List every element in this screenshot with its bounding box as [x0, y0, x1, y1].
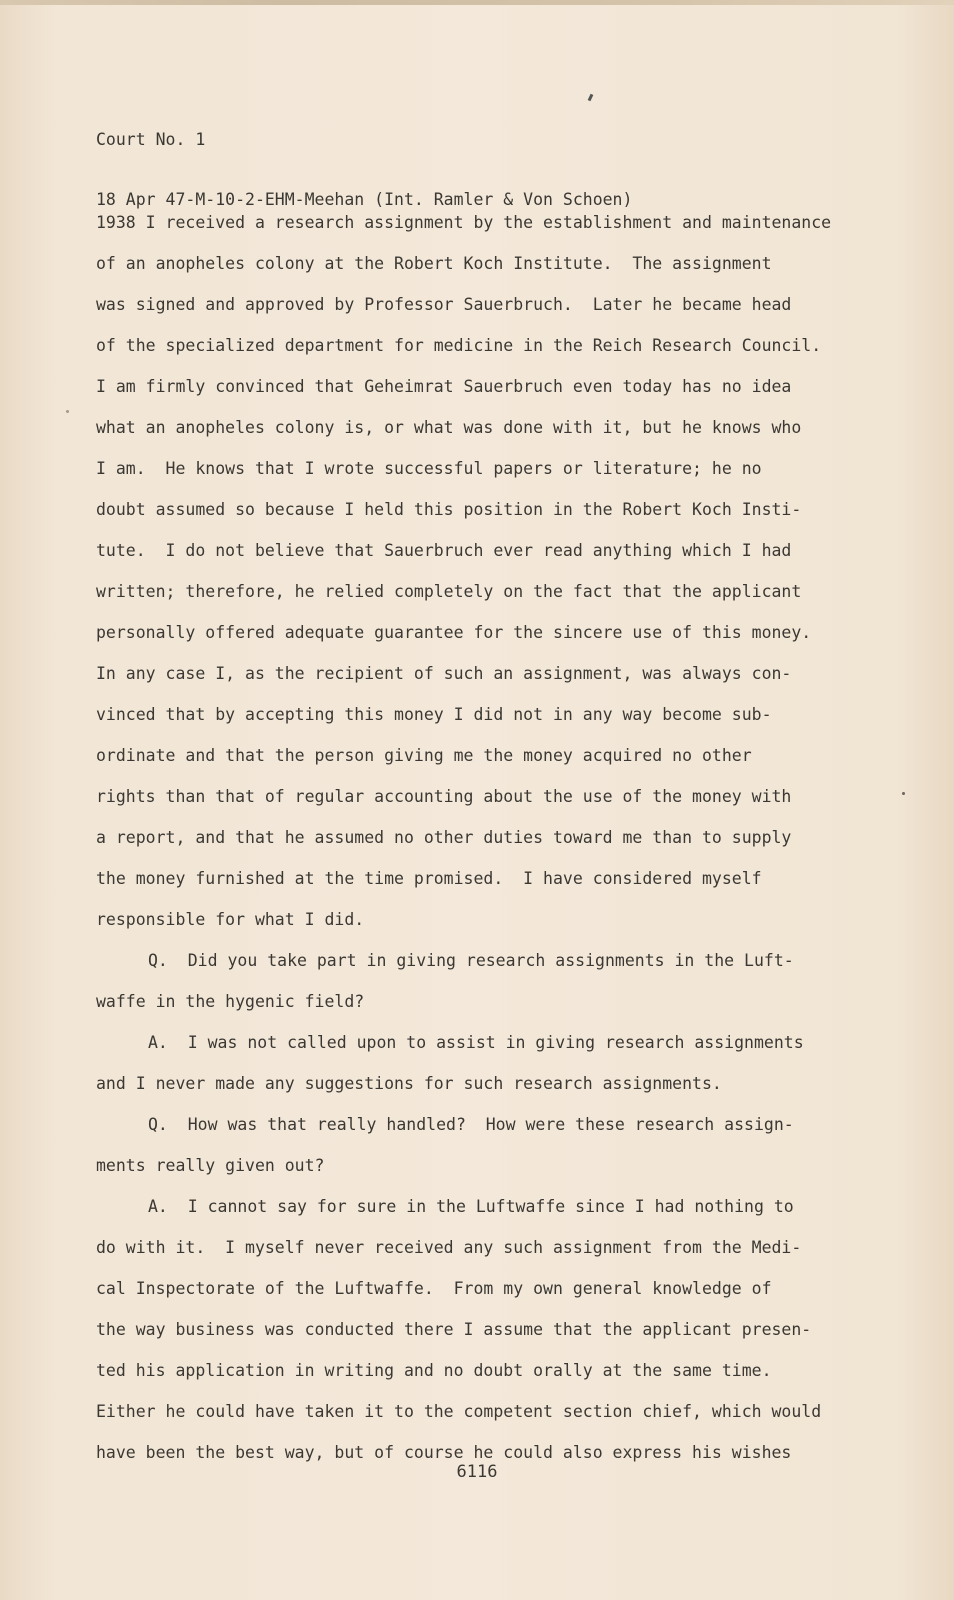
- text-line: ordinate and that the person giving me the money acquired no other: [96, 746, 752, 765]
- text-line: personally offered adequate guarantee for the sincere use of this money.: [96, 623, 812, 642]
- text-line: responsible for what I did.: [96, 910, 365, 929]
- text-line: In any case I, as the recipient of such an assignment, was always con-: [96, 664, 792, 683]
- text-line: of the specialized department for medicine in the Reich Research Council.: [96, 336, 822, 355]
- text-line: have been the best way, but of course he could also express his wishes: [96, 1443, 792, 1462]
- text-line: and I never made any suggestions for such research assignments.: [96, 1074, 722, 1093]
- text-line: doubt assumed so because I held this position in the Robert Koch Insti-: [96, 500, 802, 519]
- question-line: Q. Did you take part in giving research assignments in the Luft-: [148, 951, 794, 970]
- text-line: tute. I do not believe that Sauerbruch ever read anything which I had: [96, 541, 792, 560]
- text-line: the money furnished at the time promised. I have considered myself: [96, 869, 762, 888]
- question-line: Q. How was that really handled? How were these research assign-: [148, 1115, 794, 1134]
- text-line: cal Inspectorate of the Luftwaffe. From my own general knowledge of: [96, 1279, 772, 1298]
- page-number: 6116: [456, 1462, 498, 1482]
- text-line: what an anopheles colony is, or what was done with it, but he knows who: [96, 418, 802, 437]
- paper-speck: [66, 410, 69, 413]
- paper-speck: [902, 792, 905, 795]
- transcript-body: [96, 211, 916, 1482]
- text-line: Either he could have taken it to the competent section chief, which would: [96, 1402, 822, 1421]
- text-line: do with it. I myself never received any such assignment from the Medi-: [96, 1238, 802, 1257]
- text-line: was signed and approved by Professor Sauerbruch. Later he became head: [96, 295, 792, 314]
- text-line: 1938 I received a research assignment by the establishment and maintenance: [96, 213, 832, 232]
- paper-top-edge: [0, 0, 954, 5]
- text-line: of an anopheles colony at the Robert Koch Institute. The assignment: [96, 254, 772, 273]
- text-line: I am firmly convinced that Geheimrat Sauerbruch even today has no idea: [96, 377, 792, 396]
- court-number: Court No. 1: [96, 130, 206, 149]
- text-line: rights than that of regular accounting about the use of the money with: [96, 787, 792, 806]
- text-line: vinced that by accepting this money I did not in any way become sub-: [96, 705, 772, 724]
- text-line: ted his application in writing and no doubt orally at the same time.: [96, 1361, 772, 1380]
- text-line: a report, and that he assumed no other duties toward me than to supply: [96, 828, 792, 847]
- text-line: the way business was conducted there I assume that the applicant presen-: [96, 1320, 812, 1339]
- text-line: written; therefore, he relied completely on the fact that the applicant: [96, 582, 802, 601]
- answer-line: A. I cannot say for sure in the Luftwaffe since I had nothing to: [148, 1197, 794, 1216]
- session-reference: 18 Apr 47-M-10-2-EHM-Meehan (Int. Ramler & Von Schoen): [96, 190, 633, 209]
- text-line: waffe in the hygenic field?: [96, 992, 365, 1011]
- text-line: I am. He knows that I wrote successful papers or literature; he no: [96, 459, 762, 478]
- text-line: ments really given out?: [96, 1156, 325, 1175]
- answer-line: A. I was not called upon to assist in giving research assignments: [148, 1033, 804, 1052]
